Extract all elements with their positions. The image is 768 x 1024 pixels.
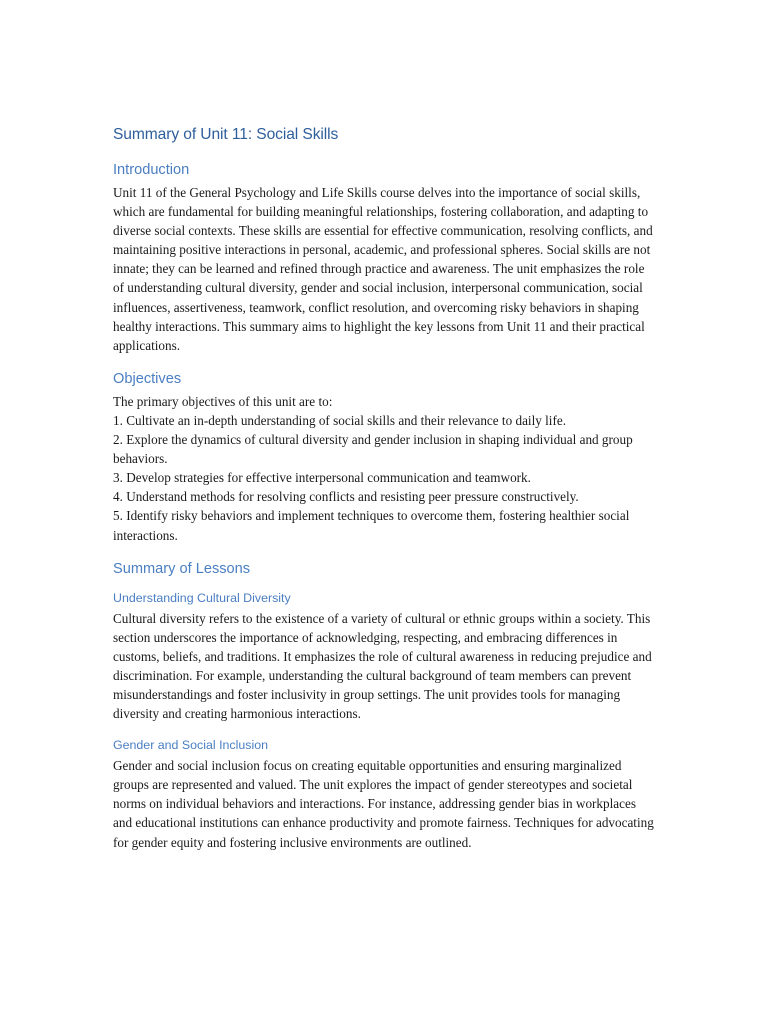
introduction-body: Unit 11 of the General Psychology and Life Skills course delves into the importance of social skills, which are fundamental for building meaningful relationships, fostering collaboration, and adapting to diverse social contexts. These skills are essential for effective communication, resolving conflicts, and maintaining positive interactions in personal, academic, and professional spheres. Social skills are not innate; they can be learned and refined through practice and awareness. The unit emphasizes the role of understanding cultural diversity, gender and social inclusion, interpersonal communication, social influences, assertiveness, teamwork, conflict resolution, and overcoming risky behaviors in shaping healthy interactions. This summary aims to highlight the key lessons from Unit 11 and their practical applications.: [113, 185, 653, 353]
introduction-heading: Introduction: [113, 162, 190, 178]
objective-item-2: 2. Explore the dynamics of cultural diversity and gender inclusion in shaping individual and group behaviors.: [113, 432, 633, 467]
summary-of-lessons-heading: Summary of Lessons: [113, 560, 251, 577]
summary-of-lessons-section: [113, 559, 658, 852]
objective-item-1: 1. Cultivate an in-depth understanding of social skills and their relevance to daily life.: [113, 412, 567, 428]
lesson-heading: Understanding Cultural Diversity: [113, 590, 291, 605]
lesson-body: Cultural diversity refers to the existence of a variety of cultural or ethnic groups within a society. This section underscores the importance of acknowledging, respecting, and embracing differences in customs, beliefs, and traditions. It emphasizes the role of cultural awareness in reducing prejudice and discrimination. For example, understanding the cultural background of team members can prevent misunderstandings and foster inclusivity in group settings. The unit provides tools for managing diversity and creating harmonious interactions.: [113, 610, 652, 722]
objectives-intro: The primary objectives of this unit are to:: [113, 393, 333, 409]
objective-item-5: 5. Identify risky behaviors and implement techniques to overcome them, fostering healthier social interactions.: [113, 508, 630, 543]
introduction-section: [113, 160, 658, 355]
lesson-body: Gender and social inclusion focus on creating equitable opportunities and ensuring marginalized groups are represented and valued. The unit explores the impact of gender stereotypes and societal norms on individual behaviors and interactions. For instance, addressing gender bias in workplaces and educational institutions can enhance productivity and promote fairness. Techniques for advocating for gender equity and fostering inclusive environments are outlined.: [113, 758, 654, 850]
lesson-gender-inclusion: [113, 736, 658, 851]
lesson-heading: Gender and Social Inclusion: [113, 738, 268, 753]
objective-item-3: 3. Develop strategies for effective interpersonal communication and teamwork.: [113, 470, 531, 486]
document-page: [113, 124, 658, 866]
objectives-section: [113, 369, 658, 545]
objective-item-4: 4. Understand methods for resolving conflicts and resisting peer pressure constructively.: [113, 489, 579, 505]
objectives-heading: Objectives: [113, 370, 182, 387]
lesson-cultural-diversity: [113, 589, 658, 724]
document-title: Summary of Unit 11: Social Skills: [113, 126, 339, 143]
